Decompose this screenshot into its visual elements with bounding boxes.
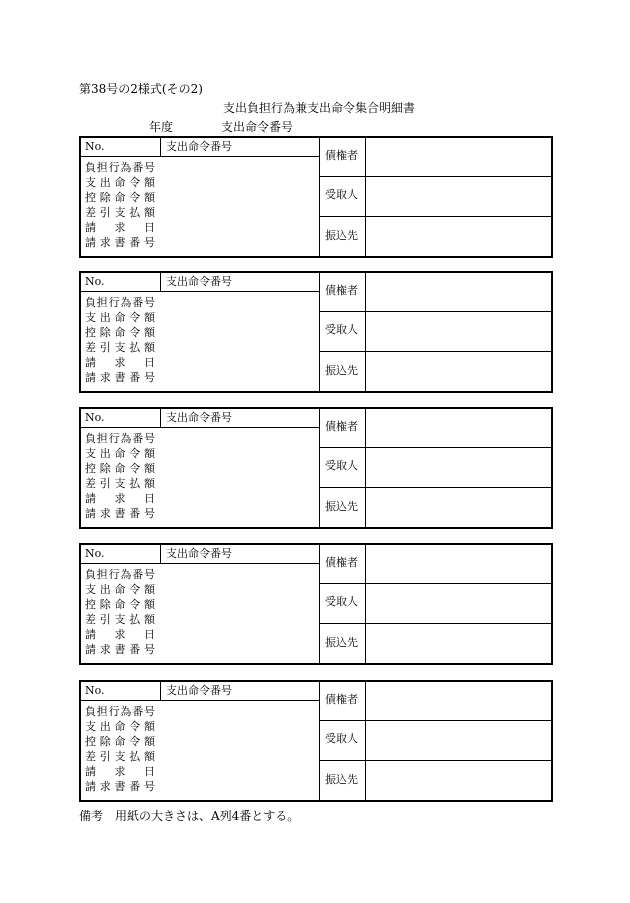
creditor-rule: [319, 583, 551, 584]
center-divider: [319, 273, 320, 391]
header-rule: [81, 563, 319, 564]
no-label: No.: [85, 684, 105, 697]
order-number-header: 支出命令番号: [221, 120, 294, 134]
no-label: No.: [85, 547, 105, 560]
label-divider: [365, 138, 366, 256]
item-label-payment-amount: 支出命令額: [85, 447, 155, 460]
header-rule: [81, 156, 319, 157]
order-number-label: 支出命令番号: [166, 140, 232, 153]
transfer-label: 振込先: [325, 773, 358, 786]
item-label-commitment-no: 負担行為番号: [85, 296, 155, 309]
payee-rule: [319, 623, 551, 624]
no-divider: [160, 409, 161, 427]
item-label-invoice-no: 請求書番号: [85, 371, 155, 384]
remarks: 備考 用紙の大きさは、A列4番とする。: [79, 809, 300, 823]
order-number-label: 支出命令番号: [166, 684, 232, 697]
creditor-label: 債権者: [325, 556, 358, 569]
form-number: 第38号の2様式(その2): [79, 82, 203, 96]
creditor-label: 債権者: [325, 693, 358, 706]
item-label-claim-date: 請求日: [85, 221, 155, 234]
item-label-net-amount: 差引支払額: [85, 477, 155, 490]
no-divider: [160, 273, 161, 291]
item-label-net-amount: 差引支払額: [85, 750, 155, 763]
center-divider: [319, 682, 320, 800]
item-label-claim-date: 請求日: [85, 765, 155, 778]
creditor-rule: [319, 176, 551, 177]
item-label-payment-amount: 支出命令額: [85, 583, 155, 596]
payee-label: 受取人: [325, 323, 358, 336]
detail-block-2: [79, 271, 553, 393]
detail-block-5: [79, 680, 553, 802]
item-labels: [85, 295, 155, 385]
no-divider: [160, 545, 161, 563]
item-labels: [85, 160, 155, 250]
center-divider: [319, 138, 320, 256]
item-label-deduction-amount: 控除命令額: [85, 735, 155, 748]
payee-label: 受取人: [325, 188, 358, 201]
payee-label: 受取人: [325, 595, 358, 608]
item-label-invoice-no: 請求書番号: [85, 780, 155, 793]
item-label-deduction-amount: 控除命令額: [85, 326, 155, 339]
item-label-net-amount: 差引支払額: [85, 613, 155, 626]
item-label-payment-amount: 支出命令額: [85, 311, 155, 324]
payee-rule: [319, 351, 551, 352]
item-label-invoice-no: 請求書番号: [85, 236, 155, 249]
payee-label: 受取人: [325, 459, 358, 472]
center-divider: [319, 409, 320, 527]
item-label-claim-date: 請求日: [85, 628, 155, 641]
transfer-label: 振込先: [325, 229, 358, 242]
item-labels: [85, 431, 155, 521]
item-label-commitment-no: 負担行為番号: [85, 568, 155, 581]
payee-rule: [319, 487, 551, 488]
transfer-label: 振込先: [325, 636, 358, 649]
header-rule: [81, 291, 319, 292]
item-label-deduction-amount: 控除命令額: [85, 598, 155, 611]
label-divider: [365, 273, 366, 391]
detail-block-1: [79, 136, 553, 258]
item-label-commitment-no: 負担行為番号: [85, 432, 155, 445]
order-number-label: 支出命令番号: [166, 547, 232, 560]
item-label-deduction-amount: 控除命令額: [85, 462, 155, 475]
item-label-claim-date: 請求日: [85, 356, 155, 369]
header-rule: [81, 427, 319, 428]
transfer-label: 振込先: [325, 364, 358, 377]
item-label-invoice-no: 請求書番号: [85, 507, 155, 520]
creditor-label: 債権者: [325, 149, 358, 162]
transfer-label: 振込先: [325, 500, 358, 513]
item-label-net-amount: 差引支払額: [85, 206, 155, 219]
item-labels: [85, 567, 155, 657]
detail-block-3: [79, 407, 553, 529]
creditor-rule: [319, 311, 551, 312]
item-label-invoice-no: 請求書番号: [85, 643, 155, 656]
creditor-rule: [319, 447, 551, 448]
no-divider: [160, 138, 161, 156]
payee-label: 受取人: [325, 732, 358, 745]
order-number-label: 支出命令番号: [166, 275, 232, 288]
label-divider: [365, 682, 366, 800]
item-label-claim-date: 請求日: [85, 492, 155, 505]
item-labels: [85, 704, 155, 794]
header-rule: [81, 700, 319, 701]
item-label-net-amount: 差引支払額: [85, 341, 155, 354]
detail-block-4: [79, 543, 553, 665]
no-label: No.: [85, 275, 105, 288]
item-label-commitment-no: 負担行為番号: [85, 161, 155, 174]
payee-rule: [319, 216, 551, 217]
year-label: 年度: [149, 120, 174, 134]
no-label: No.: [85, 411, 105, 424]
center-divider: [319, 545, 320, 663]
item-label-payment-amount: 支出命令額: [85, 176, 155, 189]
payee-rule: [319, 760, 551, 761]
item-label-payment-amount: 支出命令額: [85, 720, 155, 733]
creditor-label: 債権者: [325, 420, 358, 433]
item-label-deduction-amount: 控除命令額: [85, 191, 155, 204]
no-divider: [160, 682, 161, 700]
label-divider: [365, 409, 366, 527]
no-label: No.: [85, 140, 105, 153]
order-number-label: 支出命令番号: [166, 411, 232, 424]
form-title: 支出負担行為兼支出命令集合明細書: [223, 101, 416, 115]
label-divider: [365, 545, 366, 663]
creditor-label: 債権者: [325, 284, 358, 297]
item-label-commitment-no: 負担行為番号: [85, 705, 155, 718]
creditor-rule: [319, 720, 551, 721]
